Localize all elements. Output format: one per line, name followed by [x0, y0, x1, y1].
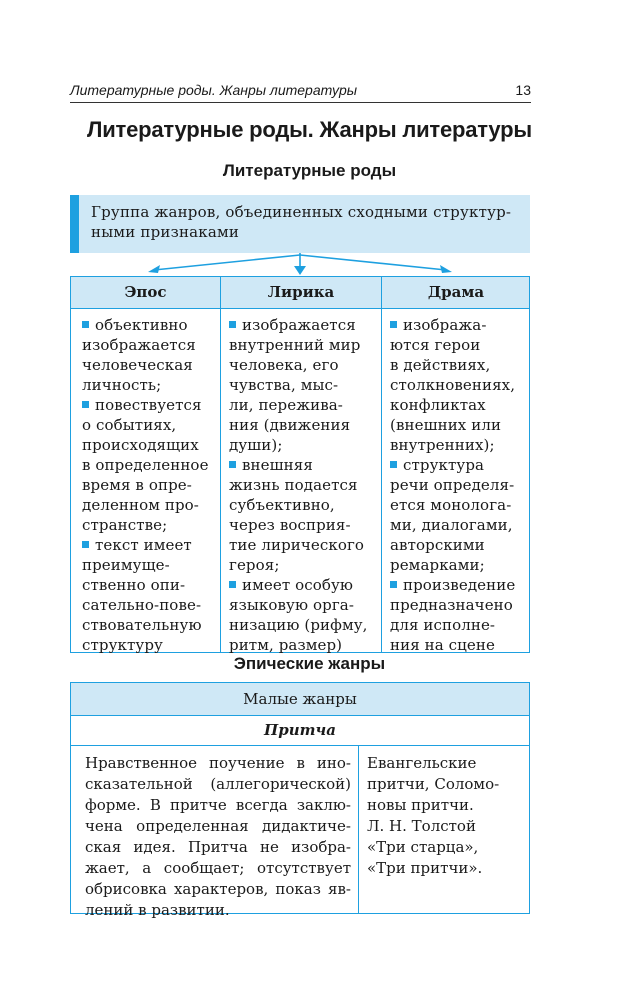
list-line — [82, 515, 209, 535]
list-line — [229, 575, 368, 595]
list-line-text: внешняя — [242, 456, 313, 474]
section-title-epic-genres: Эпические жанры — [233, 654, 386, 673]
column-body-drama — [390, 315, 515, 655]
list-line-text: структуру — [82, 636, 163, 654]
square-bullet-icon — [390, 321, 397, 328]
list-line — [390, 515, 515, 535]
list-line-text: чувства, мыс- — [229, 376, 339, 394]
list-line — [390, 495, 515, 515]
list-line — [390, 555, 515, 575]
list-line — [390, 435, 515, 455]
list-line-text: героя; — [229, 556, 280, 574]
list-line — [82, 415, 209, 435]
list-line-text: человека, его — [229, 356, 339, 374]
example-line: новы притчи. — [367, 796, 474, 814]
genre-name-parable: Притча — [71, 715, 529, 746]
list-line-text: личность; — [82, 376, 162, 394]
list-line — [390, 355, 515, 375]
arrow-to-drama — [300, 255, 446, 270]
list-line-text: жизнь подается — [229, 476, 358, 494]
list-line-text: структура — [403, 456, 485, 474]
arrowhead-left — [148, 265, 160, 273]
list-line-text: преимуще- — [82, 556, 170, 574]
list-line-text: ется монолога- — [390, 496, 512, 514]
list-line-text: низацию (рифму, — [229, 616, 368, 634]
list-line — [229, 535, 368, 555]
list-line-text: ли, пережива- — [229, 396, 343, 414]
list-line — [82, 435, 209, 455]
list-line-text: деленном про- — [82, 496, 199, 514]
list-line — [229, 375, 368, 395]
list-line-text: объективно — [95, 316, 188, 334]
genre-examples — [367, 753, 499, 879]
running-header — [70, 80, 531, 103]
list-line-text: изобража- — [403, 316, 487, 334]
list-line — [229, 615, 368, 635]
epic-genres-table — [70, 682, 530, 919]
list-line-text: субъективно, — [229, 496, 335, 514]
square-bullet-icon — [82, 321, 89, 328]
small-genres-header: Малые жанры — [71, 683, 529, 716]
section-title-literary-kinds: Литературные роды — [222, 161, 397, 180]
list-line — [390, 375, 515, 395]
definition-line: Группа жанров, объединенных сходными структур- — [91, 203, 512, 221]
example-line: «Три притчи». — [367, 859, 483, 877]
definition-box — [70, 195, 530, 253]
list-line — [390, 535, 515, 555]
list-line — [82, 595, 209, 615]
list-line-text: ния на сцене — [390, 636, 495, 654]
list-line-text: странстве; — [82, 516, 168, 534]
list-line — [82, 615, 209, 635]
description-line: жает, а сообщает; отсутствует — [85, 859, 351, 877]
list-line — [229, 515, 368, 535]
list-line — [229, 475, 368, 495]
list-line — [390, 615, 515, 635]
list-line-text: столкновениях, — [390, 376, 516, 394]
column-body-epos — [82, 315, 209, 655]
list-line — [390, 455, 515, 475]
list-line — [229, 395, 368, 415]
page-number: 13 — [515, 82, 531, 98]
list-line-text: ритм, размер) — [229, 636, 343, 654]
list-line — [390, 635, 515, 655]
list-line-text: сательно-пове- — [82, 596, 202, 614]
list-line-text: речи определя- — [390, 476, 515, 494]
list-line-text: в действиях, — [390, 356, 491, 374]
column-header-drama: Драма — [427, 283, 485, 301]
list-line-text: авторскими — [390, 536, 485, 554]
arrowhead-right — [440, 265, 452, 273]
list-line — [82, 375, 209, 395]
description-line: форме. В притче всегда заклю- — [85, 796, 351, 814]
example-line: Евангельские — [367, 754, 477, 772]
list-line-text: внутренний мир — [229, 336, 361, 354]
square-bullet-icon — [390, 581, 397, 588]
column-header-lyrics: Лирика — [267, 283, 335, 301]
definition-line: ными признаками — [91, 223, 240, 241]
arrow-to-epos — [154, 255, 300, 270]
description-line: обрисовка характеров, показ яв- — [85, 880, 351, 898]
list-line-text: человеческая — [82, 356, 193, 374]
running-header-title: Литературные роды. Жанры литературы — [70, 82, 358, 98]
example-line: Л. Н. Толстой — [367, 817, 476, 835]
square-bullet-icon — [229, 461, 236, 468]
list-line — [229, 495, 368, 515]
description-line: чена определенная дидактиче- — [85, 817, 351, 835]
list-line-text: ствовательную — [82, 616, 202, 634]
list-line-text: имеет особую — [242, 576, 354, 594]
list-line — [82, 355, 209, 375]
list-line-text: ются герои — [390, 336, 481, 354]
list-line-text: (внешних или — [390, 416, 502, 434]
column-divider — [381, 277, 382, 652]
list-line-text: о событиях, — [82, 416, 177, 434]
list-line — [229, 335, 368, 355]
branch-arrows — [70, 253, 530, 277]
list-line — [390, 595, 515, 615]
list-line — [229, 435, 368, 455]
list-line — [390, 315, 515, 335]
list-line — [390, 575, 515, 595]
square-bullet-icon — [82, 541, 89, 548]
description-line: лений в развитии. — [85, 901, 230, 919]
list-line — [82, 555, 209, 575]
list-line — [82, 635, 209, 655]
list-line-text: в определенное — [82, 456, 209, 474]
column-divider — [358, 745, 359, 913]
column-body-lyrics — [229, 315, 368, 655]
list-line-text: произведение — [403, 576, 516, 594]
list-line — [390, 475, 515, 495]
list-line-text: изображается — [82, 336, 196, 354]
square-bullet-icon — [82, 401, 89, 408]
list-line — [229, 315, 368, 335]
literary-kinds-table — [70, 276, 530, 653]
list-line-text: внутренних); — [390, 436, 495, 454]
list-line-text: происходящих — [82, 436, 199, 454]
list-line — [82, 315, 209, 335]
list-line-text: конфликтах — [390, 396, 486, 414]
list-line-text: повествуется — [95, 396, 202, 414]
description-line: сказательной (аллегорической) — [85, 775, 351, 793]
list-line-text: ремарками; — [390, 556, 485, 574]
list-line — [229, 455, 368, 475]
list-line-text: текст имеет — [95, 536, 192, 554]
list-line-text: ния (движения — [229, 416, 351, 434]
list-line — [82, 575, 209, 595]
list-line — [82, 535, 209, 555]
page-title: Литературные роды. Жанры литературы — [86, 117, 533, 142]
list-line-text: время в опре- — [82, 476, 192, 494]
list-line-text: изображается — [242, 316, 356, 334]
list-line-text: ственно опи- — [82, 576, 186, 594]
list-line — [82, 395, 209, 415]
description-line: ская идея. Притча не изобра- — [85, 838, 351, 856]
list-line-text: ми, диалогами, — [390, 516, 513, 534]
square-bullet-icon — [229, 321, 236, 328]
column-divider — [220, 277, 221, 652]
description-line: Нравственное поучение в ино- — [85, 754, 351, 772]
list-line-text: предназначено — [390, 596, 513, 614]
square-bullet-icon — [229, 581, 236, 588]
square-bullet-icon — [390, 461, 397, 468]
list-line-text: для исполне- — [390, 616, 496, 634]
example-line: притчи, Соломо- — [367, 775, 500, 793]
list-line — [229, 635, 368, 655]
list-line — [229, 355, 368, 375]
column-header-epos: Эпос — [124, 283, 167, 301]
list-line-text: через восприя- — [229, 516, 351, 534]
list-line — [82, 455, 209, 475]
list-line — [82, 475, 209, 495]
list-line — [229, 415, 368, 435]
list-line — [229, 555, 368, 575]
genre-description — [85, 753, 351, 921]
list-line-text: языковую орга- — [229, 596, 354, 614]
arrowhead-center — [294, 266, 306, 275]
list-line — [82, 335, 209, 355]
list-line — [390, 415, 515, 435]
list-line — [82, 495, 209, 515]
list-line-text: души); — [229, 436, 283, 454]
list-line — [390, 335, 515, 355]
list-line — [390, 395, 515, 415]
list-line-text: тие лирического — [229, 536, 365, 554]
example-line: «Три старца», — [367, 838, 479, 856]
list-line — [229, 595, 368, 615]
